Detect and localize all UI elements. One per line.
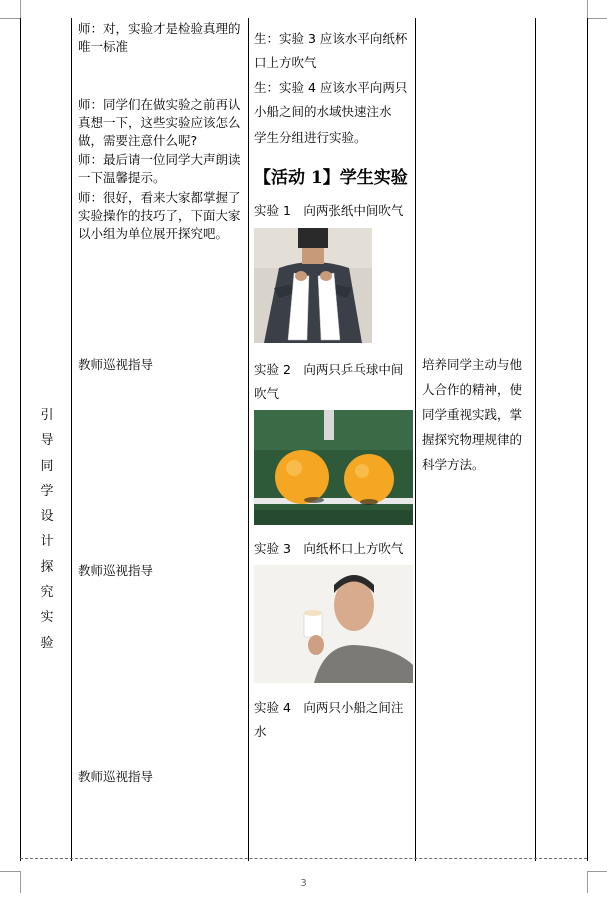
table-border-right	[587, 18, 588, 861]
teacher-text-4: 师：很好，看来大家都掌握了实验操作的技巧了，下面大家以小组为单位展开探究吧。	[78, 190, 241, 241]
crop-mark-top-left-h	[0, 18, 20, 19]
student-text-3: 学生分组进行实验。	[254, 130, 367, 145]
teacher-guide-3: 教师巡视指导	[78, 769, 154, 784]
table-border-left	[20, 18, 21, 861]
crop-mark-top-left-v	[20, 0, 21, 18]
crop-mark-bottom-left-h	[0, 871, 20, 872]
teacher-text-1: 师：对，实验才是检验真理的唯一标准	[78, 21, 241, 54]
table-divider-3	[415, 18, 416, 861]
table-divider-1	[71, 18, 72, 861]
activity-heading: 【活动 1】学生实验	[254, 168, 408, 188]
page-break-line	[20, 858, 587, 859]
crop-mark-top-right-h	[587, 18, 607, 19]
experiment-1-caption: 实验 1 向两张纸中间吹气	[254, 203, 404, 218]
teacher-guide-1: 教师巡视指导	[78, 357, 154, 372]
crop-mark-top-right-v	[587, 0, 588, 18]
experiment-2-photo	[254, 410, 413, 525]
experiment-3-photo	[254, 565, 413, 683]
teacher-text-2: 师：同学们在做实验之前再认真想一下，这些实验应该怎么做，需要注意什么呢?	[78, 97, 241, 148]
experiment-3-caption: 实验 3 向纸杯口上方吹气	[254, 541, 404, 556]
student-text-2: 生：实验 4 应该水平向两只小船之间的水域快速注水	[254, 80, 408, 119]
experiment-2-caption: 实验 2 向两只乒乓球中间吹气	[254, 362, 404, 401]
experiment-1-photo	[254, 228, 372, 343]
crop-mark-bottom-right-h	[587, 871, 607, 872]
experiment-4-caption: 实验 4 向两只小船之间注水	[254, 700, 404, 739]
teacher-text-3: 师：最后请一位同学大声朗读一下温馨提示。	[78, 152, 241, 185]
table-divider-4	[535, 18, 536, 861]
row-label: 引导同学设计探究实验	[40, 408, 54, 651]
page-number: 3	[300, 878, 307, 889]
teacher-guide-2: 教师巡视指导	[78, 563, 154, 578]
table-divider-2	[248, 18, 249, 861]
student-text-1: 生：实验 3 应该水平向纸杯口上方吹气	[254, 31, 408, 70]
design-purpose: 培养同学主动与他人合作的精神，使同学重视实践，掌握探究物理规律的科学方法。	[422, 357, 523, 472]
